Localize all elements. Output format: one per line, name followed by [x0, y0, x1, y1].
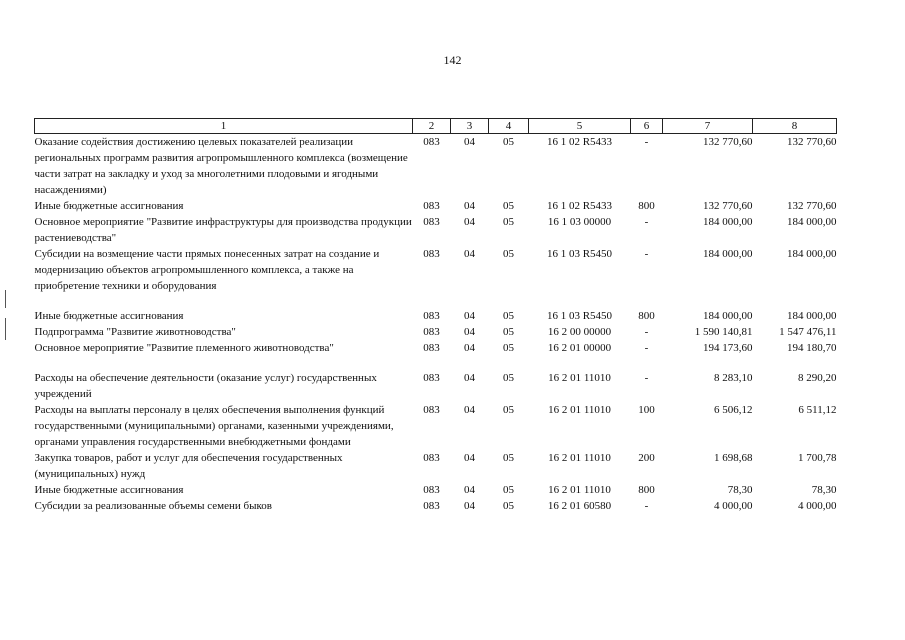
expense-type-code: 100	[638, 404, 655, 416]
expense-type-code: 800	[638, 484, 655, 496]
column-header: 5	[529, 119, 631, 134]
section-code: 04	[464, 136, 475, 148]
ministry-code: 083	[423, 500, 440, 512]
expense-name: Подпрограмма "Развитие животноводства"	[34, 326, 236, 338]
expense-type-code: -	[644, 136, 649, 148]
expense-type-code: -	[644, 500, 649, 512]
subsection-code: 05	[503, 342, 514, 354]
ministry-code: 083	[423, 200, 440, 212]
table-row	[35, 498, 837, 514]
expense-name: Закупка товаров, работ и услуг для обеспечения государственных (муниципальных) нужд	[34, 452, 343, 480]
section-code: 04	[464, 200, 475, 212]
subsection-code: 05	[503, 310, 514, 322]
expense-type-code: -	[644, 248, 649, 260]
expense-name: Расходы на обеспечение деятельности (оказание услуг) государственных учреждений	[34, 372, 377, 400]
table-row	[35, 340, 837, 356]
section-code: 04	[464, 404, 475, 416]
amount-col7: 1 590 140,81	[694, 326, 753, 338]
ministry-code: 083	[423, 310, 440, 322]
amount-col7: 8 283,10	[714, 372, 753, 384]
expense-type-code: -	[644, 372, 649, 384]
amount-col8: 1 700,78	[798, 452, 837, 464]
expense-name: Оказание содействия достижению целевых показателей реализации региональных программ развития агропромышленного комплекса (возмещение части затрат на закладку и уход за многолетними плодовыми и ягодными насаждениями)	[34, 136, 408, 196]
amount-col8: 4 000,00	[798, 500, 837, 512]
subsection-code: 05	[503, 500, 514, 512]
target-article-code: 16 2 01 11010	[548, 452, 611, 464]
section-code: 04	[464, 326, 475, 338]
target-article-code: 16 1 02 R5433	[546, 136, 613, 148]
amount-col7: 132 770,60	[703, 200, 753, 212]
expense-type-code: 800	[638, 310, 655, 322]
expense-name: Основное мероприятие "Развитие племенного животноводства"	[34, 342, 334, 354]
page-number: 142	[443, 53, 462, 67]
amount-col7: 6 506,12	[714, 404, 753, 416]
section-code: 04	[464, 500, 475, 512]
amount-col8: 132 770,60	[787, 200, 837, 212]
amount-col8: 1 547 476,11	[779, 326, 837, 338]
expense-name: Иные бюджетные ассигнования	[34, 200, 184, 212]
ministry-code: 083	[423, 342, 440, 354]
table-row	[35, 198, 837, 214]
column-header: 7	[663, 119, 753, 134]
column-header: 1	[35, 119, 413, 134]
subsection-code: 05	[503, 372, 514, 384]
expense-name: Иные бюджетные ассигнования	[34, 310, 184, 322]
amount-col7: 78,30	[727, 484, 753, 496]
section-code: 04	[464, 372, 475, 384]
amount-col8: 184 000,00	[787, 248, 837, 260]
table-row	[35, 482, 837, 498]
ministry-code: 083	[423, 326, 440, 338]
amount-col7: 184 000,00	[703, 310, 753, 322]
amount-col8: 132 770,60	[787, 136, 837, 148]
ministry-code: 083	[423, 136, 440, 148]
subsection-code: 05	[503, 200, 514, 212]
amount-col7: 4 000,00	[714, 500, 753, 512]
amount-col7: 1 698,68	[714, 452, 753, 464]
subsection-code: 05	[503, 484, 514, 496]
table-row	[35, 308, 837, 324]
target-article-code: 16 2 01 11010	[548, 404, 611, 416]
ministry-code: 083	[423, 484, 440, 496]
target-article-code: 16 2 01 60580	[547, 500, 612, 512]
subsection-code: 05	[503, 248, 514, 260]
amount-col8: 194 180,70	[787, 342, 837, 354]
section-code: 04	[464, 248, 475, 260]
amount-col7: 184 000,00	[703, 248, 753, 260]
expense-type-code: 800	[638, 200, 655, 212]
table-row	[35, 370, 837, 402]
target-article-code: 16 1 03 R5450	[546, 310, 613, 322]
amount-col8: 8 290,20	[798, 372, 837, 384]
amount-col8: 184 000,00	[787, 310, 837, 322]
table-header	[35, 119, 837, 134]
subsection-code: 05	[503, 452, 514, 464]
amount-col8: 78,30	[811, 484, 837, 496]
table-row	[35, 450, 837, 482]
ministry-code: 083	[423, 248, 440, 260]
target-article-code: 16 2 00 00000	[547, 326, 612, 338]
target-article-code: 16 2 01 11010	[548, 484, 611, 496]
subsection-code: 05	[503, 326, 514, 338]
expense-name: Расходы на выплаты персоналу в целях обеспечения выполнения функций государственными (муниципальными) органами, казенными учреждениями, органами управления государственными внебюджетными фондами	[34, 404, 394, 448]
expense-name: Субсидии за реализованные объемы семени быков	[34, 500, 272, 512]
table-row	[35, 214, 837, 246]
column-header: 4	[489, 119, 529, 134]
ministry-code: 083	[423, 452, 440, 464]
expense-name: Субсидии на возмещение части прямых понесенных затрат на создание и модернизацию объектов агропромышленного комплекса, а также на приобретение техники и оборудования	[34, 248, 380, 292]
table-row	[35, 324, 837, 340]
table-row	[35, 134, 837, 199]
section-code: 04	[464, 216, 475, 228]
target-article-code: 16 1 03 R5450	[546, 248, 613, 260]
target-article-code: 16 1 03 00000	[547, 216, 612, 228]
section-code: 04	[464, 452, 475, 464]
column-header: 8	[753, 119, 837, 134]
subsection-code: 05	[503, 136, 514, 148]
column-header: 6	[631, 119, 663, 134]
amount-col8: 184 000,00	[787, 216, 837, 228]
scan-edge-mark	[5, 318, 6, 340]
target-article-code: 16 2 01 00000	[547, 342, 612, 354]
scan-edge-mark	[5, 290, 6, 308]
budget-table	[34, 118, 837, 514]
target-article-code: 16 2 01 11010	[548, 372, 611, 384]
table-row	[35, 402, 837, 450]
amount-col7: 194 173,60	[703, 342, 753, 354]
column-header: 2	[413, 119, 451, 134]
table-row	[35, 246, 837, 294]
expense-type-code: -	[644, 216, 649, 228]
ministry-code: 083	[423, 216, 440, 228]
amount-col7: 184 000,00	[703, 216, 753, 228]
expense-type-code: -	[644, 326, 649, 338]
target-article-code: 16 1 02 R5433	[546, 200, 613, 212]
subsection-code: 05	[503, 404, 514, 416]
expense-name: Основное мероприятие "Развитие инфраструктуры для производства продукции растениеводства"	[34, 216, 412, 244]
ministry-code: 083	[423, 372, 440, 384]
row-spacer	[35, 294, 837, 308]
expense-type-code: 200	[638, 452, 655, 464]
section-code: 04	[464, 310, 475, 322]
expense-type-code: -	[644, 342, 649, 354]
amount-col7: 132 770,60	[703, 136, 753, 148]
expense-name: Иные бюджетные ассигнования	[34, 484, 184, 496]
row-spacer	[35, 356, 837, 370]
ministry-code: 083	[423, 404, 440, 416]
section-code: 04	[464, 342, 475, 354]
section-code: 04	[464, 484, 475, 496]
subsection-code: 05	[503, 216, 514, 228]
amount-col8: 6 511,12	[798, 404, 837, 416]
column-header: 3	[451, 119, 489, 134]
